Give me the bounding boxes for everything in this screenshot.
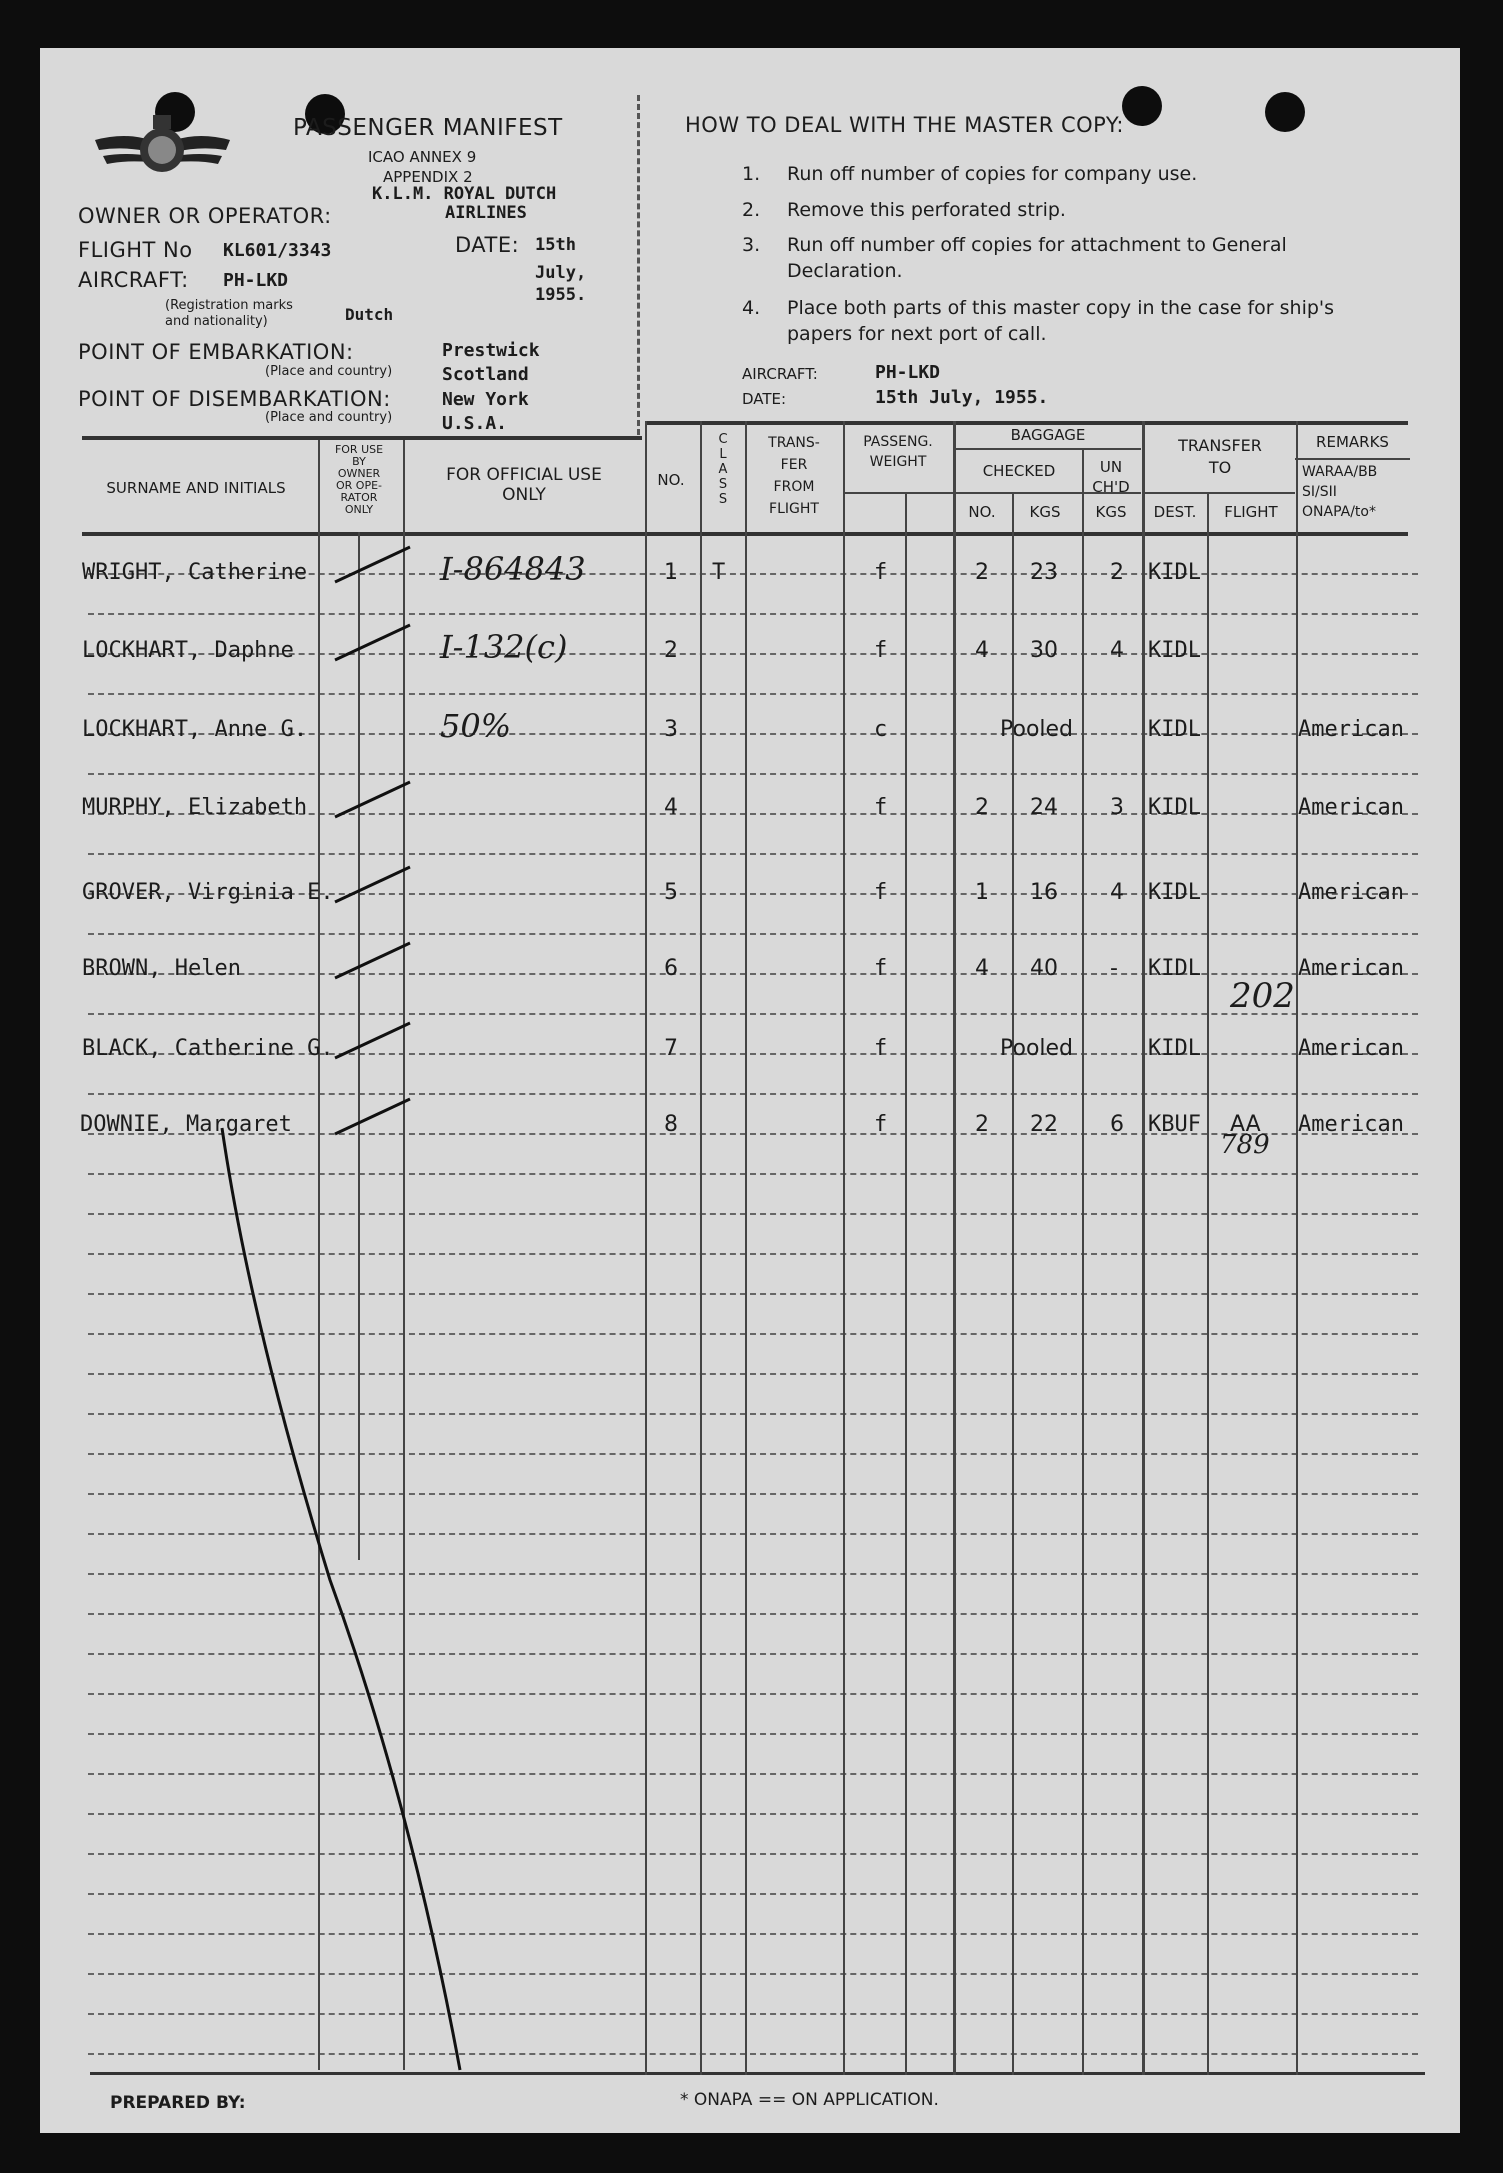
cell-name: MURPHY, Elizabeth — [82, 795, 308, 820]
instruction-num: 3. — [742, 234, 761, 256]
cell-remarks: American — [1298, 956, 1404, 981]
col-official-line: FOR OFFICIAL USE — [446, 465, 602, 485]
col-remarks-sub-line: ONAPA/to* — [1302, 504, 1376, 520]
col-remarks-sub-line: WARAA/BB — [1302, 464, 1378, 480]
cell-no: 6 — [664, 956, 678, 981]
date-value: 15th — [535, 235, 576, 255]
date-label: DATE: — [455, 233, 520, 257]
col-surname: SURNAME AND INITIALS — [106, 479, 286, 497]
col-for-use-line: OR OPE- — [335, 479, 382, 492]
col-baggage: BAGGAGE — [1010, 426, 1086, 444]
col-unchd-line: CH'D — [1092, 478, 1130, 496]
cell-weight: f — [874, 638, 888, 663]
cell-no: 7 — [664, 1036, 678, 1061]
instruction-text: Run off number off copies for attachment to General — [787, 234, 1287, 256]
col-weight-line: WEIGHT — [869, 454, 927, 470]
cell-no: 5 — [664, 880, 678, 905]
cell-weight: c — [874, 717, 888, 742]
instructions-title: HOW TO DEAL WITH THE MASTER COPY: — [685, 113, 1124, 137]
col-transfer-to-line: TRANSFER — [1178, 436, 1262, 455]
col-class-letter: S — [718, 477, 728, 492]
cell-kgs: 16 — [1030, 880, 1058, 905]
col-kgs: KGS — [1029, 503, 1061, 521]
cell-dest: KIDL — [1148, 956, 1201, 981]
cell-no: 8 — [664, 1112, 678, 1137]
owner-label: OWNER OR OPERATOR: — [78, 204, 332, 228]
cell-weight: f — [874, 880, 888, 905]
cell-annotation: 202 — [1230, 976, 1295, 1016]
cell-dest: KIDL — [1148, 1036, 1201, 1061]
instruction-text: Place both parts of this master copy in the case for ship's — [787, 297, 1335, 319]
embark-label: POINT OF EMBARKATION: — [78, 340, 354, 364]
embark-value-2: Scotland — [442, 364, 529, 385]
cell-dest: KIDL — [1148, 560, 1201, 585]
cell-official: I-132(c) — [440, 628, 568, 666]
cell-dest: KIDL — [1148, 795, 1201, 820]
cell-official: I-864843 — [440, 550, 586, 588]
cell-remarks: American — [1298, 1112, 1404, 1137]
cell-remarks: American — [1298, 880, 1404, 905]
disembark-label: POINT OF DISEMBARKATION: — [78, 387, 391, 411]
cell-unchd: 2 — [1110, 560, 1124, 585]
cell-name: GROVER, Virginia E. — [82, 880, 334, 905]
cell-kgs: 24 — [1030, 795, 1058, 820]
cell-bag-no: 2 — [975, 795, 989, 820]
flight-label: FLIGHT No — [78, 238, 193, 262]
cell-no: 1 — [664, 560, 678, 585]
instruction-num: 4. — [742, 297, 761, 319]
cell-kgs: 23 — [1030, 560, 1058, 585]
cell-dest: KIDL — [1148, 717, 1201, 742]
cell-bag-no: 4 — [975, 956, 989, 981]
col-remarks: REMARKS — [1316, 433, 1389, 451]
cell-remarks: American — [1298, 717, 1404, 742]
cell-remarks: American — [1298, 1036, 1404, 1061]
date-label-2: DATE: — [742, 390, 787, 408]
col-for-use-line: RATOR — [340, 491, 378, 504]
aircraft-value-2: PH-LKD — [875, 362, 941, 383]
cell-flight: AA — [1230, 1112, 1261, 1137]
date-value-3: 1955. — [535, 285, 587, 305]
col-class-letter: A — [718, 462, 728, 477]
disembark-value: New York — [442, 389, 529, 410]
embark-value: Prestwick — [442, 340, 540, 361]
date-value-2: July, — [535, 263, 587, 283]
cell-bag-no: 2 — [975, 1112, 989, 1137]
col-for-use-line: BY — [352, 455, 366, 468]
col-no: NO. — [657, 471, 685, 489]
cell-official: 50% — [440, 707, 512, 745]
col-official-line: ONLY — [502, 485, 546, 505]
cell-weight: f — [874, 956, 888, 981]
col-dest: DEST. — [1153, 503, 1197, 521]
col-weight-line: PASSENG. — [863, 434, 933, 450]
col-transfer-from-line: TRANS- — [768, 435, 820, 451]
instruction-num: 1. — [742, 163, 761, 185]
cell-dest: KIDL — [1148, 880, 1201, 905]
appendix-label: APPENDIX 2 — [383, 168, 473, 186]
date-value-4: 15th July, 1955. — [875, 387, 1049, 408]
cell-no: 2 — [664, 638, 678, 663]
cell-name: LOCKHART, Daphne — [82, 638, 294, 663]
flight-value: KL601/3343 — [223, 240, 332, 261]
instruction-text-2: Declaration. — [787, 260, 903, 282]
icao-annex-label: ICAO ANNEX 9 — [368, 148, 477, 166]
col-transfer-to-line: TO — [1208, 458, 1232, 477]
aircraft-label-2: AIRCRAFT: — [742, 365, 818, 383]
page-title: PASSENGER MANIFEST — [293, 115, 563, 141]
col-class-letter: C — [718, 432, 728, 447]
col-unchd-line: UN — [1099, 458, 1123, 476]
col-class-letter: L — [719, 447, 727, 462]
cell-kgs: 40 — [1030, 956, 1058, 981]
cell-name: BROWN, Helen — [82, 956, 241, 981]
cell-remarks: American — [1298, 795, 1404, 820]
cell-bag-no: 1 — [975, 880, 989, 905]
cell-no: 4 — [664, 795, 678, 820]
cell-name: DOWNIE, Margaret — [80, 1112, 292, 1137]
cell-weight: f — [874, 1036, 888, 1061]
col-kgs-unchd: KGS — [1095, 503, 1127, 521]
cell-kgs: 22 — [1030, 1112, 1058, 1137]
cell-dest: KIDL — [1148, 638, 1201, 663]
col-remarks-sub-line: SI/SII — [1302, 484, 1337, 500]
cell-kgs: Pooled — [1000, 717, 1074, 742]
cell-kgs: 30 — [1030, 638, 1058, 663]
cell-unchd: 3 — [1110, 795, 1124, 820]
aircraft-value: PH-LKD — [223, 270, 289, 291]
cell-no: 3 — [664, 717, 678, 742]
owner-value: K.L.M. ROYAL DUTCH — [372, 184, 557, 204]
cell-dest: KBUF — [1148, 1112, 1201, 1137]
col-for-use-line: OWNER — [337, 467, 381, 480]
registration-note-2: and nationality) — [165, 314, 268, 329]
col-transfer-from-line: FLIGHT — [769, 501, 819, 517]
cell-unchd: - — [1110, 956, 1118, 981]
cell-annotation: 789 — [1220, 1130, 1270, 1160]
instruction-text-2: papers for next port of call. — [787, 323, 1047, 345]
col-transfer-from-line: FER — [780, 457, 808, 473]
disembark-value-2: U.S.A. — [442, 413, 508, 434]
cell-unchd: 4 — [1110, 638, 1124, 663]
instruction-text: Remove this perforated strip. — [787, 199, 1066, 221]
registration-note: (Registration marks — [165, 298, 293, 313]
onapa-note: * ONAPA == ON APPLICATION. — [680, 2090, 939, 2110]
instruction-text: Run off number of copies for company use. — [787, 163, 1198, 185]
cell-name: LOCKHART, Anne G. — [82, 717, 308, 742]
owner-value-2: AIRLINES — [445, 203, 527, 223]
cell-name: WRIGHT, Catherine — [82, 560, 308, 585]
cell-weight: f — [874, 795, 888, 820]
cell-unchd: 4 — [1110, 880, 1124, 905]
embark-note: (Place and country) — [265, 364, 393, 379]
cell-weight: f — [874, 560, 888, 585]
col-class-letter: S — [718, 492, 728, 507]
cell-weight: f — [874, 1112, 888, 1137]
col-checked: CHECKED — [982, 462, 1056, 480]
cell-name: BLACK, Catherine G. — [82, 1036, 334, 1061]
cell-bag-no: 4 — [975, 638, 989, 663]
cell-kgs: Pooled — [1000, 1036, 1074, 1061]
col-for-use-line: FOR USE — [334, 443, 384, 456]
nationality-value: Dutch — [345, 305, 394, 324]
col-transfer-from-line: FROM — [773, 479, 815, 495]
col-for-use-line: ONLY — [344, 503, 374, 516]
cell-bag-no: 2 — [975, 560, 989, 585]
col-flight: FLIGHT — [1224, 503, 1278, 521]
cell-class: T — [712, 560, 726, 585]
col-bag-no: NO. — [968, 503, 996, 521]
aircraft-label: AIRCRAFT: — [78, 268, 189, 292]
cell-unchd: 6 — [1110, 1112, 1124, 1137]
disembark-note: (Place and country) — [265, 410, 393, 425]
prepared-by-label: PREPARED BY: — [110, 2093, 246, 2113]
instruction-num: 2. — [742, 199, 761, 221]
